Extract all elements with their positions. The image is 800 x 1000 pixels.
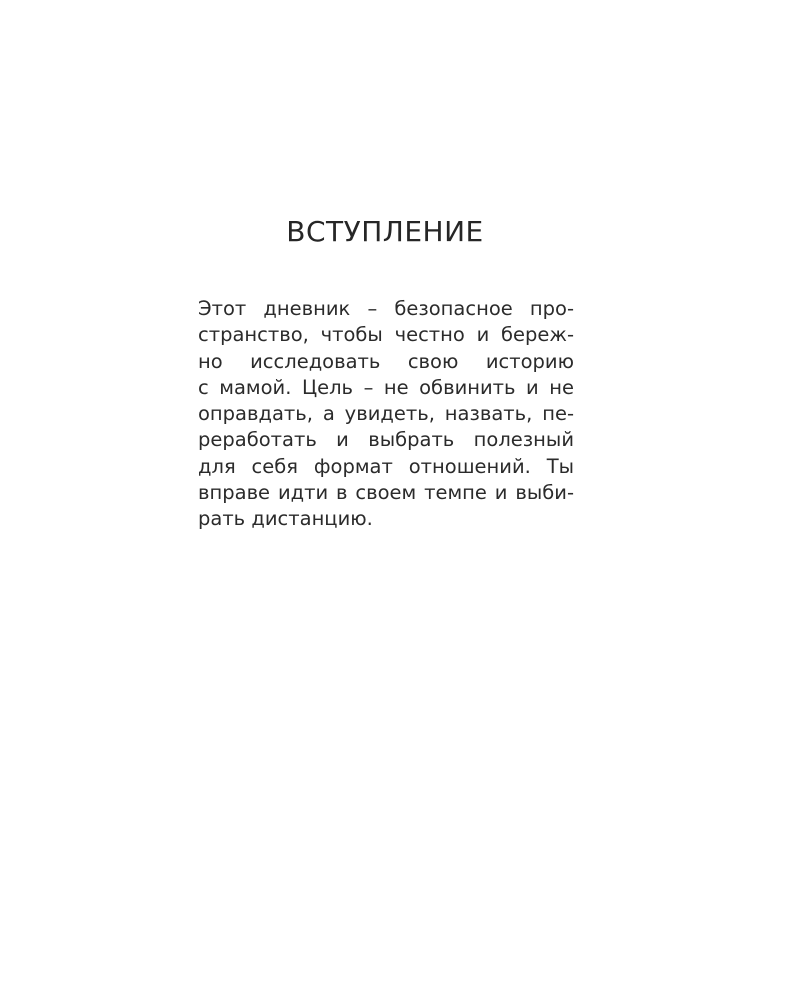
paragraph-line: с мамой. Цель – не обвинить и не <box>198 375 574 399</box>
paragraph-line: вправе идти в своем темпе и выби- <box>198 481 574 505</box>
paragraph-line: для себя формат отношений. Ты <box>198 454 574 478</box>
intro-paragraph <box>198 296 574 533</box>
paragraph-line: странство, чтобы честно и береж- <box>198 323 574 347</box>
paragraph-line: но исследовать свою историю <box>198 349 574 373</box>
paragraph-line: оправдать, а увидеть, назвать, пе- <box>198 402 574 426</box>
paragraph-line: рать дистанцию. <box>198 507 373 531</box>
paragraph-line: реработать и выбрать полезный <box>198 428 574 452</box>
paragraph-line: Этот дневник – безопасное про- <box>198 297 574 320</box>
section-heading: ВСТУПЛЕНИЕ <box>286 215 484 248</box>
